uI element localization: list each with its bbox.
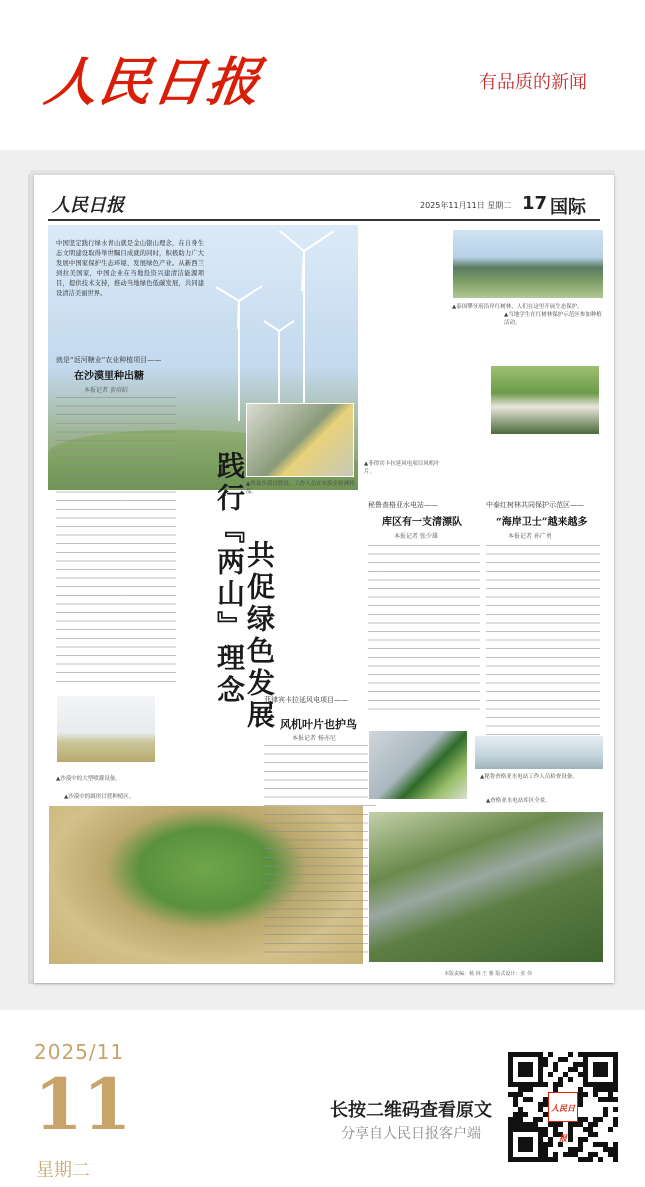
qr-module [598, 1097, 603, 1102]
qr-module [518, 1087, 523, 1092]
qr-module [593, 1132, 598, 1137]
qr-module [613, 1087, 618, 1092]
qr-module [578, 1072, 583, 1077]
article-3-byline: 本报记者 张少雄 [394, 533, 438, 540]
qr-module [538, 1132, 543, 1137]
qr-module [528, 1137, 533, 1142]
qr-module [543, 1062, 548, 1067]
qr-module [508, 1057, 513, 1062]
qr-module [513, 1117, 518, 1122]
qr-module [543, 1132, 548, 1137]
qr-module [538, 1082, 543, 1087]
qr-module [613, 1097, 618, 1102]
qr-module [518, 1062, 523, 1067]
qr-module [608, 1092, 613, 1097]
qr-module [613, 1057, 618, 1062]
article-2-body [264, 745, 376, 960]
qr-module [578, 1102, 583, 1107]
qr-module [523, 1137, 528, 1142]
qr-module [538, 1107, 543, 1112]
qr-module [513, 1122, 518, 1127]
qr-module [578, 1142, 583, 1147]
paper-date: 2025年11月11日 星期二 [420, 201, 512, 210]
newspaper-page[interactable] [34, 175, 614, 983]
qr-module [523, 1122, 528, 1127]
qr-module [543, 1152, 548, 1157]
qr-module [523, 1072, 528, 1077]
qr-module [538, 1062, 543, 1067]
qr-module [583, 1077, 588, 1082]
article-2-title[interactable]: 风机叶片也护鸟 [280, 718, 357, 731]
qr-module [583, 1057, 588, 1062]
qr-module [523, 1052, 528, 1057]
qr-module [583, 1052, 588, 1057]
app-header [0, 0, 645, 150]
qr-module [518, 1052, 523, 1057]
qr-module [568, 1132, 573, 1137]
qr-module [523, 1082, 528, 1087]
qr-module [528, 1072, 533, 1077]
qr-module [508, 1137, 513, 1142]
qr-module [538, 1077, 543, 1082]
qr-module [543, 1057, 548, 1062]
qr-module [598, 1072, 603, 1077]
qr-module [513, 1112, 518, 1117]
qr-module [528, 1142, 533, 1147]
qr-module [603, 1082, 608, 1087]
qr-module [583, 1127, 588, 1132]
qr-module [603, 1112, 608, 1117]
qr-module [593, 1052, 598, 1057]
qr-module [603, 1097, 608, 1102]
qr-module [603, 1072, 608, 1077]
qr-module [578, 1092, 583, 1097]
qr-module [588, 1127, 593, 1132]
qr-module [583, 1092, 588, 1097]
qr-module [518, 1147, 523, 1152]
qr-module [583, 1072, 588, 1077]
qr-module [568, 1067, 573, 1072]
qr-module [538, 1142, 543, 1147]
qr-module [598, 1067, 603, 1072]
qr-module [588, 1152, 593, 1157]
qr-module [603, 1107, 608, 1112]
qr-module [543, 1127, 548, 1132]
qr-module [578, 1122, 583, 1127]
article-4-title[interactable]: “海岸卫士”越来越多 [496, 517, 588, 528]
qr-module [548, 1137, 553, 1142]
qr-module [548, 1157, 553, 1162]
qr-module [613, 1082, 618, 1087]
qr-module [538, 1072, 543, 1077]
qr-module [538, 1157, 543, 1162]
article-1-byline: 本报记者 黄培昭 [84, 387, 128, 394]
date-weekday: 星期二 [36, 1160, 90, 1181]
qr-module [528, 1122, 533, 1127]
qr-module [543, 1082, 548, 1087]
qr-module [593, 1122, 598, 1127]
qr-module [538, 1127, 543, 1132]
qr-module [573, 1152, 578, 1157]
qr-module [603, 1142, 608, 1147]
qr-module [583, 1067, 588, 1072]
qr-module [568, 1052, 573, 1057]
qr-module [578, 1087, 583, 1092]
qr-module [508, 1077, 513, 1082]
qr-module [533, 1127, 538, 1132]
qr-module [533, 1157, 538, 1162]
qr-module [533, 1117, 538, 1122]
qr-module [513, 1097, 518, 1102]
qr-module [593, 1092, 598, 1097]
mangrove-bay-photo[interactable] [452, 229, 604, 299]
qr-module [613, 1147, 618, 1152]
qr-module [528, 1157, 533, 1162]
qr-module [583, 1062, 588, 1067]
qr-module [558, 1082, 563, 1087]
main-subheadline: 共促绿色发展 [243, 540, 276, 732]
qr-module [593, 1072, 598, 1077]
qr-module [553, 1062, 558, 1067]
qr-module [613, 1062, 618, 1067]
main-headline: 践行『两山』理念 [213, 451, 246, 707]
qr-module [528, 1052, 533, 1057]
qr-module [598, 1117, 603, 1122]
qr-module [518, 1142, 523, 1147]
wind-turbines-illustration [184, 231, 364, 431]
qr-module [508, 1092, 513, 1097]
qr-module [538, 1137, 543, 1142]
qr-module [508, 1052, 513, 1057]
article-2-kicker: 菲律宾卡拉延风电项目—— [264, 696, 348, 704]
qr-module [528, 1087, 533, 1092]
people-caption: ▲当地学生在红树林保护示范区参加种植活动。 [504, 312, 602, 326]
qr-module [533, 1082, 538, 1087]
qr-module [593, 1082, 598, 1087]
share-footer [0, 1010, 645, 1187]
qr-share-source: 分享自人民日报客户端 [341, 1126, 481, 1142]
qr-logo: 人民日报 [548, 1092, 578, 1122]
qr-module [518, 1122, 523, 1127]
qr-module [523, 1127, 528, 1132]
article-3-title[interactable]: 库区有一支清漂队 [382, 517, 462, 528]
lab-photo[interactable] [246, 403, 354, 477]
qr-module [518, 1157, 523, 1162]
qr-module [588, 1132, 593, 1137]
article-1-kicker: 就是“返河糖业”农业种植项目—— [56, 356, 162, 364]
paper-section: 国际 [550, 197, 586, 218]
irrigation-caption: ▲沙漠中的大型喷灌设备。 [56, 776, 121, 782]
qr-module [598, 1052, 603, 1057]
students-photo[interactable] [490, 365, 600, 435]
qr-module [608, 1082, 613, 1087]
article-1-title[interactable]: 在沙漠里种出糖 [74, 371, 144, 382]
qr-module [603, 1147, 608, 1152]
qr-module [518, 1082, 523, 1087]
wind-caption: ▲菲律宾卡拉延风电项目风机叶片。 [364, 461, 440, 475]
qr-module [538, 1102, 543, 1107]
qr-module [593, 1142, 598, 1147]
qr-module [523, 1067, 528, 1072]
qr-module [508, 1067, 513, 1072]
qr-module [608, 1147, 613, 1152]
article-3-body [368, 545, 480, 715]
lab-caption: ▲埃及沙漠甘蔗田，工作人员在实验室检测样品。 [246, 481, 355, 495]
qr-module [508, 1152, 513, 1157]
qr-module [523, 1147, 528, 1152]
qr-module [553, 1132, 558, 1137]
qr-module [538, 1057, 543, 1062]
qr-module [528, 1067, 533, 1072]
qr-module [573, 1062, 578, 1067]
qr-module [568, 1127, 573, 1132]
qr-module [548, 1072, 553, 1077]
qr-module [508, 1072, 513, 1077]
qr-module [593, 1152, 598, 1157]
qr-module [608, 1097, 613, 1102]
qr-module [553, 1082, 558, 1087]
qr-module [508, 1147, 513, 1152]
qr-module [513, 1102, 518, 1107]
irrigation-photo[interactable] [56, 695, 156, 763]
qr-module [578, 1052, 583, 1057]
qr-module [573, 1147, 578, 1152]
qr-module [548, 1142, 553, 1147]
qr-module [563, 1057, 568, 1062]
qr-module [573, 1067, 578, 1072]
qr-module [523, 1062, 528, 1067]
qr-module [603, 1052, 608, 1057]
qr-module [513, 1052, 518, 1057]
qr-module [593, 1087, 598, 1092]
qr-module [508, 1062, 513, 1067]
qr-module [613, 1157, 618, 1162]
qr-module [518, 1107, 523, 1112]
qr-module [508, 1117, 513, 1122]
slogan: 有品质的新闻 [479, 72, 587, 93]
qr-module [528, 1127, 533, 1132]
qr-module [523, 1157, 528, 1162]
qr-module [613, 1077, 618, 1082]
qr-module [543, 1157, 548, 1162]
qr-module [528, 1147, 533, 1152]
qr-module [518, 1137, 523, 1142]
article-2-byline: 本报记者 杨亦尼 [292, 735, 336, 742]
qr-module [608, 1127, 613, 1132]
bay-caption: ▲泰国攀牙府沿岸红树林，人们在这里开展生态保护。 [452, 304, 583, 310]
qr-module [518, 1092, 523, 1097]
mountain-photo [474, 735, 604, 770]
qr-module [518, 1072, 523, 1077]
qr-module [608, 1087, 613, 1092]
qr-module [613, 1052, 618, 1057]
qr-module [598, 1082, 603, 1087]
date-day: 11 [34, 1063, 132, 1146]
qr-module [598, 1142, 603, 1147]
qr-module [613, 1067, 618, 1072]
qr-module [588, 1082, 593, 1087]
qr-module [598, 1087, 603, 1092]
qr-module [613, 1142, 618, 1147]
qr-module [598, 1062, 603, 1067]
qr-module [508, 1142, 513, 1147]
qr-module [513, 1082, 518, 1087]
lede-paragraph: 中国坚定践行绿水青山就是金山银山理念，在自身生态文明建设取得举世瞩目成就的同时，积极助力广大发展中国家保护生态环境、发展绿色产业。从新西兰到拉美国家，中国企业在当地投资兴建清洁能源项目，提供技术支持，推动当地绿色低碳发展，共同建设清洁美丽世界。 [56, 240, 204, 297]
qr-module [598, 1157, 603, 1162]
qr-module [533, 1122, 538, 1127]
qr-module [583, 1082, 588, 1087]
qr-module [578, 1097, 583, 1102]
qr-module [508, 1122, 513, 1127]
qr-module [583, 1137, 588, 1142]
qr-module [508, 1132, 513, 1137]
dam-caption: ▲查格亚水电站库区全景。 [486, 798, 551, 804]
qr-module [553, 1152, 558, 1157]
qr-module [578, 1117, 583, 1122]
qr-module [593, 1117, 598, 1122]
hydro-dam-photo[interactable] [368, 811, 604, 963]
qr-module [583, 1157, 588, 1162]
qr-module [543, 1147, 548, 1152]
qr-module [523, 1112, 528, 1117]
qr-module [518, 1067, 523, 1072]
qr-module [613, 1117, 618, 1122]
qr-module [613, 1107, 618, 1112]
qr-module [553, 1157, 558, 1162]
qr-module [578, 1062, 583, 1067]
qr-module [518, 1127, 523, 1132]
qr-module [578, 1157, 583, 1162]
qr-module [528, 1097, 533, 1102]
qr-module [568, 1077, 573, 1082]
qr-module [568, 1147, 573, 1152]
qr-module [593, 1062, 598, 1067]
qr-module [608, 1052, 613, 1057]
qr-module [578, 1137, 583, 1142]
article-4-body [486, 545, 600, 745]
field-caption: ▲沙漠中的圆形甘蔗种植区。 [64, 794, 135, 800]
qr-module [538, 1067, 543, 1072]
qr-module [513, 1127, 518, 1132]
qr-module [588, 1122, 593, 1127]
paper-page-number: 17 [522, 193, 548, 214]
qr-module [558, 1077, 563, 1082]
qr-module [518, 1117, 523, 1122]
article-1-body [56, 397, 176, 687]
qr-module [613, 1152, 618, 1157]
qr-module [508, 1157, 513, 1162]
hydro-worker-photo[interactable] [368, 730, 468, 800]
article-4-byline: 本报记者 孙广勇 [508, 533, 552, 540]
qr-module [523, 1087, 528, 1092]
paper-logo: 人民日报 [52, 195, 124, 216]
qr-module [553, 1067, 558, 1072]
qr-module [613, 1072, 618, 1077]
qr-module [513, 1092, 518, 1097]
qr-instruction: 长按二维码查看原文 [330, 1100, 492, 1121]
qr-module [538, 1152, 543, 1157]
qr-module [518, 1112, 523, 1117]
qr-module [568, 1152, 573, 1157]
qr-module [528, 1082, 533, 1087]
paper-masthead [48, 191, 600, 221]
qr-module [513, 1157, 518, 1162]
qr-module [593, 1067, 598, 1072]
qr-module [588, 1052, 593, 1057]
qr-module [523, 1097, 528, 1102]
qr-module [583, 1117, 588, 1122]
qr-module [543, 1142, 548, 1147]
qr-module [538, 1147, 543, 1152]
article-4-kicker: 中泰红树林共同保护示范区—— [486, 501, 584, 509]
qr-code[interactable] [508, 1052, 618, 1162]
qr-module [568, 1137, 573, 1142]
qr-module [508, 1082, 513, 1087]
page-credit: 本版责编：杨 林 王 雅 版式设计：张 伟 [444, 971, 532, 977]
article-3-kicker: 秘鲁查格亚水电站—— [368, 501, 438, 509]
qr-module [558, 1057, 563, 1062]
qr-module [613, 1122, 618, 1127]
worker-caption: ▲秘鲁查格亚水电站工作人员检查设备。 [480, 774, 578, 780]
qr-module [553, 1127, 558, 1132]
qr-module [533, 1052, 538, 1057]
brand-logo: 人民日报 [41, 52, 266, 113]
qr-module [508, 1127, 513, 1132]
qr-module [603, 1087, 608, 1092]
qr-module [563, 1072, 568, 1077]
qr-module [608, 1152, 613, 1157]
qr-module [603, 1067, 608, 1072]
qr-module [538, 1117, 543, 1122]
date-year-month: 2025/11 [34, 1040, 125, 1064]
qr-module [578, 1147, 583, 1152]
qr-module [548, 1052, 553, 1057]
qr-module [588, 1157, 593, 1162]
qr-module [538, 1052, 543, 1057]
qr-module [528, 1062, 533, 1067]
qr-module [603, 1062, 608, 1067]
qr-module [523, 1142, 528, 1147]
